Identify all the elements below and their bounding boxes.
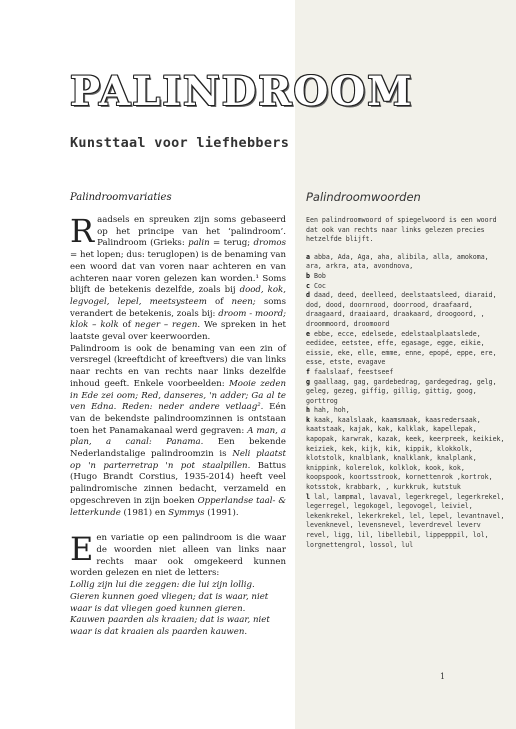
text-run: soms verandert de betekenis, zoals bij: bbox=[70, 296, 286, 319]
sidebar-heading: Palindroomwoorden bbox=[306, 190, 421, 204]
text-run: of bbox=[118, 320, 135, 331]
entry-words: abba, Ada, Aga, aha, alibila, alla, amokoma, ara, arkra, ata, avondnova, bbox=[306, 252, 489, 271]
word-entry-k bbox=[306, 416, 506, 493]
entry-letter: e bbox=[306, 329, 310, 338]
text-run: Een bekende Nederlandstalige palindroomzin is bbox=[70, 437, 287, 460]
word-entry-h bbox=[306, 406, 506, 416]
article-column bbox=[70, 192, 286, 639]
article-paragraph-3 bbox=[70, 530, 286, 580]
word-entry-a bbox=[306, 253, 506, 272]
example-sentence: Gieren kunnen goed vliegen; dat is waar, niet waar is dat vliegen goed kunnen gieren. bbox=[70, 591, 269, 614]
entry-letter: d bbox=[306, 291, 310, 300]
word-entry-d bbox=[306, 291, 506, 329]
article-heading: Palindroomvariaties bbox=[70, 192, 172, 203]
text-run: Battus (Hugo Brandt Corstius, 1935-2014) heeft veel palindromische zinnen bedacht, verzameld en opgeschreven in zijn boeken bbox=[70, 460, 286, 506]
text-run: (1991). bbox=[204, 507, 239, 518]
text-run: (1981) en bbox=[120, 507, 169, 518]
entry-letter: f bbox=[306, 367, 310, 376]
text-run: neger – regen. bbox=[134, 320, 201, 331]
drop-cap-e: E bbox=[70, 530, 94, 569]
example-sentence: Kauwen paarden als kraaien; dat is waar, niet waar is dat kraaien als paarden kauwen. bbox=[70, 615, 270, 637]
text-run: of bbox=[206, 296, 232, 307]
text-run: dood, kok, legvogel, lepel, meetsysteem bbox=[70, 285, 287, 307]
entry-letter: k bbox=[306, 415, 310, 424]
entry-words: lal, lampmal, lavaval, legerkregel, legerkrekel, legerregel, legokogel, legovogel, leiviel, lekenkrekel, lekerkrekel, lel, lepel, levantnavel, levenknevel, levensnevel, leverdrevel leverv revel, ligg, lil, libellebil, lippepppil, lol, lorgnettengrol, lossol, lul bbox=[306, 492, 505, 549]
entry-letter: l bbox=[306, 492, 310, 501]
text-run: = het lopen; dus: teruglopen) is de benaming van een woord dat van voren naar achteren en van achteren naar voren gelezen kan worden.¹ Soms blijft de betekenis dezelfde, zoals bij bbox=[70, 250, 286, 296]
sidebar-intro: Een palindroomwoord of spiegelwoord is een woord dat ook van rechts naar links gelezen precies hetzelfde blijft. bbox=[306, 216, 497, 244]
entry-words: faalslaaf, feestseef bbox=[313, 367, 394, 376]
entry-words: daad, deed, deelleed, deelstaatsleed, diaraid, dod, dood, doornrood, doorrood, draafaard, draagaard, draaiaard, draakaard, droogoord, , droommoord, droomoord bbox=[306, 291, 497, 328]
text-run: = terug; bbox=[209, 238, 254, 249]
entry-words: ebbe, ecce, edelsede, edelstaalplaatslede, eedidee, eetstee, effe, egasage, egge, eikie, eissie, eke, elle, emme, enne, epopé, eppe, ere, esse, etste, evagave bbox=[306, 329, 497, 367]
entry-words: Coc bbox=[313, 281, 326, 290]
text-run: Mooie zeden in Ede zei oom; Red, danseres, 'n adder; Ga al te ven Edna. Reden: neder andere vetlaag². bbox=[70, 378, 286, 413]
text-run: Neli plaatst op 'n parterretrap 'n pot staalpillen. bbox=[70, 449, 286, 471]
entry-words: gaallaag, gag, gardebedrag, gardegedrag, gelg, geleg, gezeg, giffig, gillig, gittig, goog, gorttrog bbox=[306, 377, 497, 405]
page-number: 1 bbox=[440, 672, 446, 681]
entry-letter: a bbox=[306, 252, 310, 261]
text-run: dromos bbox=[253, 238, 286, 249]
text-run: Eén van de bekendste palindroomzinnen is ontstaan toen het Panamakanaal werd gegraven: bbox=[70, 402, 286, 436]
entry-letter: h bbox=[306, 406, 310, 415]
entry-letter: g bbox=[306, 377, 310, 386]
word-entry-c bbox=[306, 282, 506, 292]
text-run: palin bbox=[188, 238, 210, 249]
word-entry-l bbox=[306, 493, 506, 551]
article-paragraph-1 bbox=[70, 212, 287, 344]
text-run: en variatie op een palindroom is die waar de woorden niet alleen van links naar rechts maar ook omgekeerd kunnen worden gelezen en niet de letters: bbox=[70, 533, 286, 579]
word-entry-b bbox=[306, 272, 506, 282]
word-list bbox=[306, 253, 506, 550]
text-run: Opperlandse taal- & letterkunde bbox=[70, 495, 286, 518]
text-run: droom - moord; klok – kolk bbox=[70, 308, 286, 331]
word-entry-g bbox=[306, 378, 506, 407]
entry-words: hah, hoh, bbox=[313, 406, 350, 415]
drop-cap-r: R bbox=[70, 212, 95, 250]
text-run: Palindroom is ook de benaming van een zin of versregel (kreeftdicht of kreeftvers) die van links naar rechts en van rechts naar links dezelfde inhoud geeft. Enkele voorbeelden: bbox=[70, 343, 286, 389]
text-run: Symmys bbox=[168, 507, 205, 518]
text-run: aadsels en spreuken zijn soms gebaseerd op het principe van het ‘palindroom’. Palindroom (Grieks: bbox=[97, 215, 286, 249]
word-entry-f bbox=[306, 368, 506, 378]
text-run: neen; bbox=[231, 296, 256, 307]
article-paragraph-2 bbox=[70, 344, 286, 520]
page-title: PALINDROOM bbox=[70, 68, 414, 115]
word-entry-e bbox=[306, 330, 506, 368]
example-sentence: Lollig zijn lui die zeggen: die lui zijn lollig. bbox=[70, 580, 255, 591]
entry-words: Bob bbox=[313, 271, 326, 280]
entry-letter: c bbox=[306, 281, 310, 290]
entry-words: kaak, kaalslaak, kaamsmaak, kaasredersaak, kaatstaak, kajak, kak, kalklak, kapellepak, kapopak, karwrak, kazak, keek, keerpreek, keikiek, keiziek, kek, kijk, kik, kippik, klokkolk, klotstolk, knalblank, knalklank, knalplank, knippink, kolerelok, kolklok, kook, kok, koopspook, koortsstrook, kornettenrok ,kortrok, kotsstok, krabbark, , kurkkruk, kutstuk bbox=[306, 415, 505, 492]
page-subtitle: Kunsttaal voor liefhebbers bbox=[70, 135, 290, 151]
sidebar-column bbox=[306, 190, 506, 550]
entry-letter: b bbox=[306, 271, 310, 280]
text-run: A man, a plan, a canal: Panama. bbox=[70, 425, 286, 448]
text-run: We spreken in het laatste geval over keerwoorden. bbox=[70, 320, 286, 343]
